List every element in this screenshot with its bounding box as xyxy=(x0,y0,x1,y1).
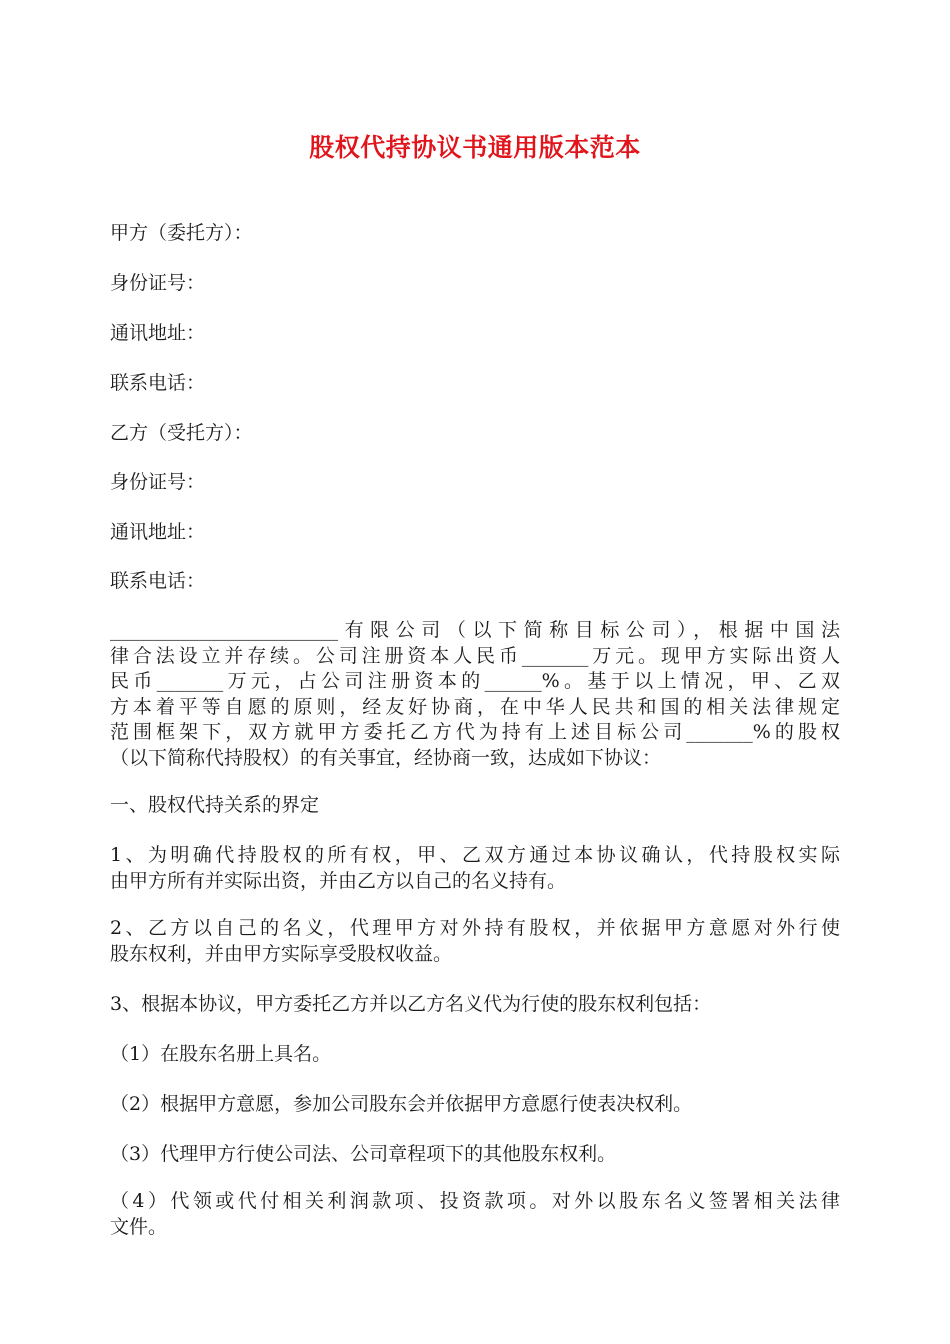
intro-line: （以下简称代持股权）的有关事宜，经协商一致，达成如下协议： xyxy=(110,746,662,769)
intro-line: 范围框架下，双方就甲方委托乙方代为持有上述目标公司_______%的股权 xyxy=(110,721,840,743)
section1-sub3: （3）代理甲方行使公司法、公司章程项下的其他股东权利。 xyxy=(110,1143,617,1165)
item-line: 2、乙方以自己的名义，代理甲方对外持有股权，并依据甲方意愿对外行使 xyxy=(110,917,840,939)
party-a-id-label: 身份证号： xyxy=(110,272,206,294)
party-b-heading: 乙方（受托方）： xyxy=(110,422,253,444)
item-line: 由甲方所有并实际出资，并由乙方以自己的名义持有。 xyxy=(110,869,567,892)
section1-sub1: （1）在股东名册上具名。 xyxy=(110,1043,332,1065)
intro-paragraph xyxy=(110,618,840,771)
section1-sub2: （2）根据甲方意愿，参加公司股东会并依据甲方意愿行使表决权利。 xyxy=(110,1093,693,1115)
section1-item2 xyxy=(110,916,840,967)
intro-line: 民币_______万元，占公司注册资本的______%。基于以上情况，甲、乙双 xyxy=(110,670,840,692)
party-a-heading: 甲方（委托方）： xyxy=(110,222,253,244)
document-title: 股权代持协议书通用版本范本 xyxy=(309,133,641,162)
intro-line: ________________________有限公司（以下简称目标公司），根据中国法 xyxy=(110,619,840,641)
item-line: 股东权利，并由甲方实际享受股权收益。 xyxy=(110,942,453,965)
intro-line: 方本着平等自愿的原则，经友好协商，在中华人民共和国的相关法律规定 xyxy=(110,695,840,718)
item-line: 1、为明确代持股权的所有权，甲、乙双方通过本协议确认，代持股权实际 xyxy=(110,844,840,866)
party-a-address-label: 通讯地址： xyxy=(110,322,206,344)
party-b-phone-label: 联系电话： xyxy=(110,570,206,592)
intro-line: 律合法设立并存续。公司注册资本人民币_______万元。现甲方实际出资人 xyxy=(110,644,840,667)
item-line: （4）代领或代付相关利润款项、投资款项。对外以股东名义签署相关法律 xyxy=(110,1190,840,1212)
section1-sub4 xyxy=(110,1189,840,1240)
party-a-phone-label: 联系电话： xyxy=(110,372,206,394)
party-b-id-label: 身份证号： xyxy=(110,471,206,493)
party-b-address-label: 通讯地址： xyxy=(110,521,206,543)
section1-item3: 3、根据本协议，甲方委托乙方并以乙方名义代为行使的股东权利包括： xyxy=(110,993,712,1015)
section1-item1 xyxy=(110,843,840,894)
section1-heading: 一、股权代持关系的界定 xyxy=(110,794,320,816)
item-line: 文件。 xyxy=(110,1215,168,1238)
